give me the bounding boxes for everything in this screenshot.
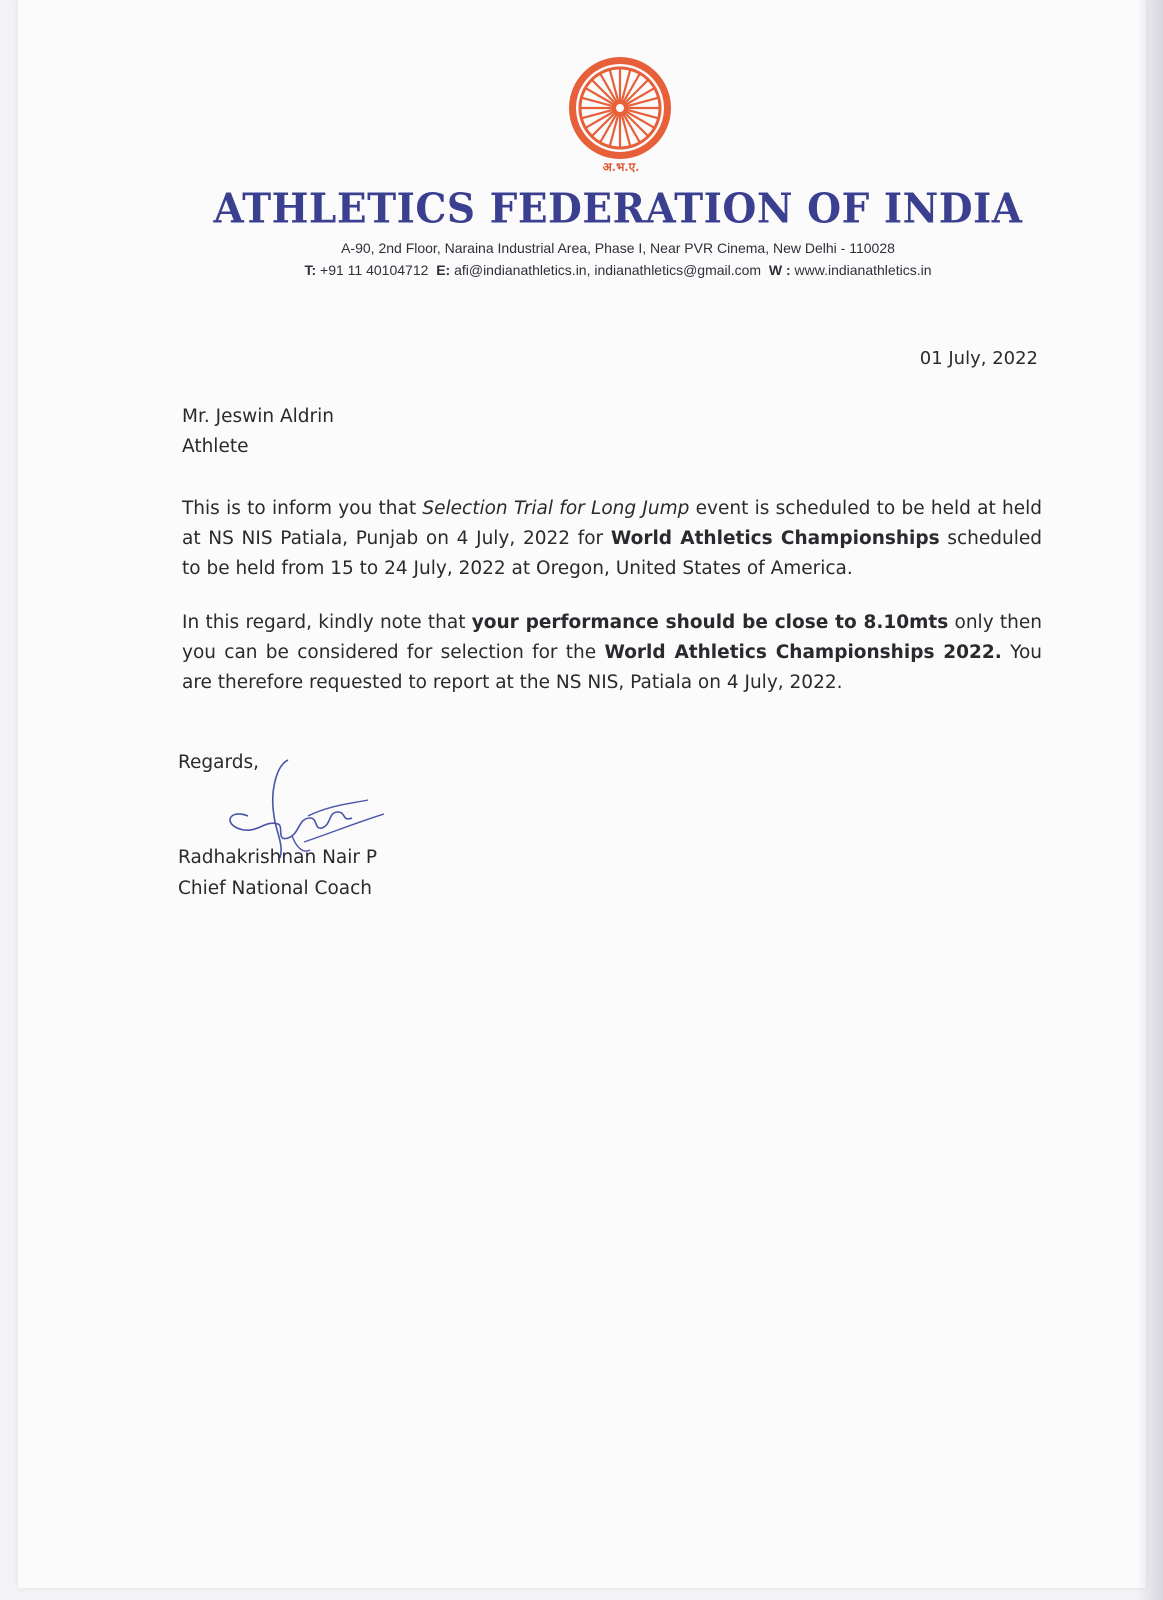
p2-championship: World Athletics Championships 2022. — [604, 642, 1002, 663]
letter-date: 01 July, 2022 — [919, 348, 1038, 369]
p2-text-5: You are therefore requested to report at the NS NIS, Patiala on 4 July, 2022. — [182, 642, 1042, 693]
website: www.indianathletics.in — [794, 262, 932, 278]
signer-name: Radhakrishnan Nair P — [178, 847, 378, 868]
organization-contact — [158, 262, 1078, 278]
organization-name: ATHLETICS FEDERATION OF INDIA — [213, 184, 1023, 234]
recipient-role: Athlete — [182, 436, 249, 457]
body-paragraph-2 — [182, 608, 1042, 698]
p2-text-3: only then you can be considered for selection for the — [182, 612, 1042, 663]
web-label: W : — [768, 262, 791, 278]
closing-regards: Regards, — [178, 752, 260, 773]
tel-number: +91 11 40104712 — [320, 262, 429, 278]
email-label: E: — [436, 262, 451, 278]
p2-text-1: In this regard, kindly note that — [182, 612, 472, 633]
tel-label: T: — [304, 262, 317, 278]
signer-title: Chief National Coach — [178, 878, 372, 899]
p1-text-1: This is to inform you that — [182, 498, 423, 519]
p1-event-name: Selection Trial for Long Jump — [422, 498, 690, 519]
scan-edge-shadow — [1137, 0, 1163, 1600]
organization-address: A-90, 2nd Floor, Naraina Industrial Area, Phase I, Near PVR Cinema, New Delhi - 110028 — [341, 240, 895, 256]
p1-text-3: event is scheduled to be held at held at NS NIS Patiala, Punjab on 4 July, 2022 for — [182, 498, 1042, 549]
p1-text-5: scheduled to be held from 15 to 24 July, 2022 at Oregon, United States of America. — [182, 528, 1043, 579]
emblem-caption: अ.भ.ए. — [602, 160, 640, 174]
signer-block — [178, 842, 377, 904]
p2-performance-requirement: your performance should be close to 8.10mts — [471, 612, 949, 633]
recipient-name: Mr. Jeswin Aldrin — [182, 406, 334, 427]
p1-championship: World Athletics Championships — [610, 528, 940, 549]
body-paragraph-1 — [182, 494, 1042, 584]
afi-emblem-icon — [566, 54, 674, 162]
recipient-block — [182, 402, 334, 462]
letter-page — [18, 0, 1146, 1588]
email-addresses: afi@indianathletics.in, indianathletics@gmail.com — [454, 262, 762, 278]
